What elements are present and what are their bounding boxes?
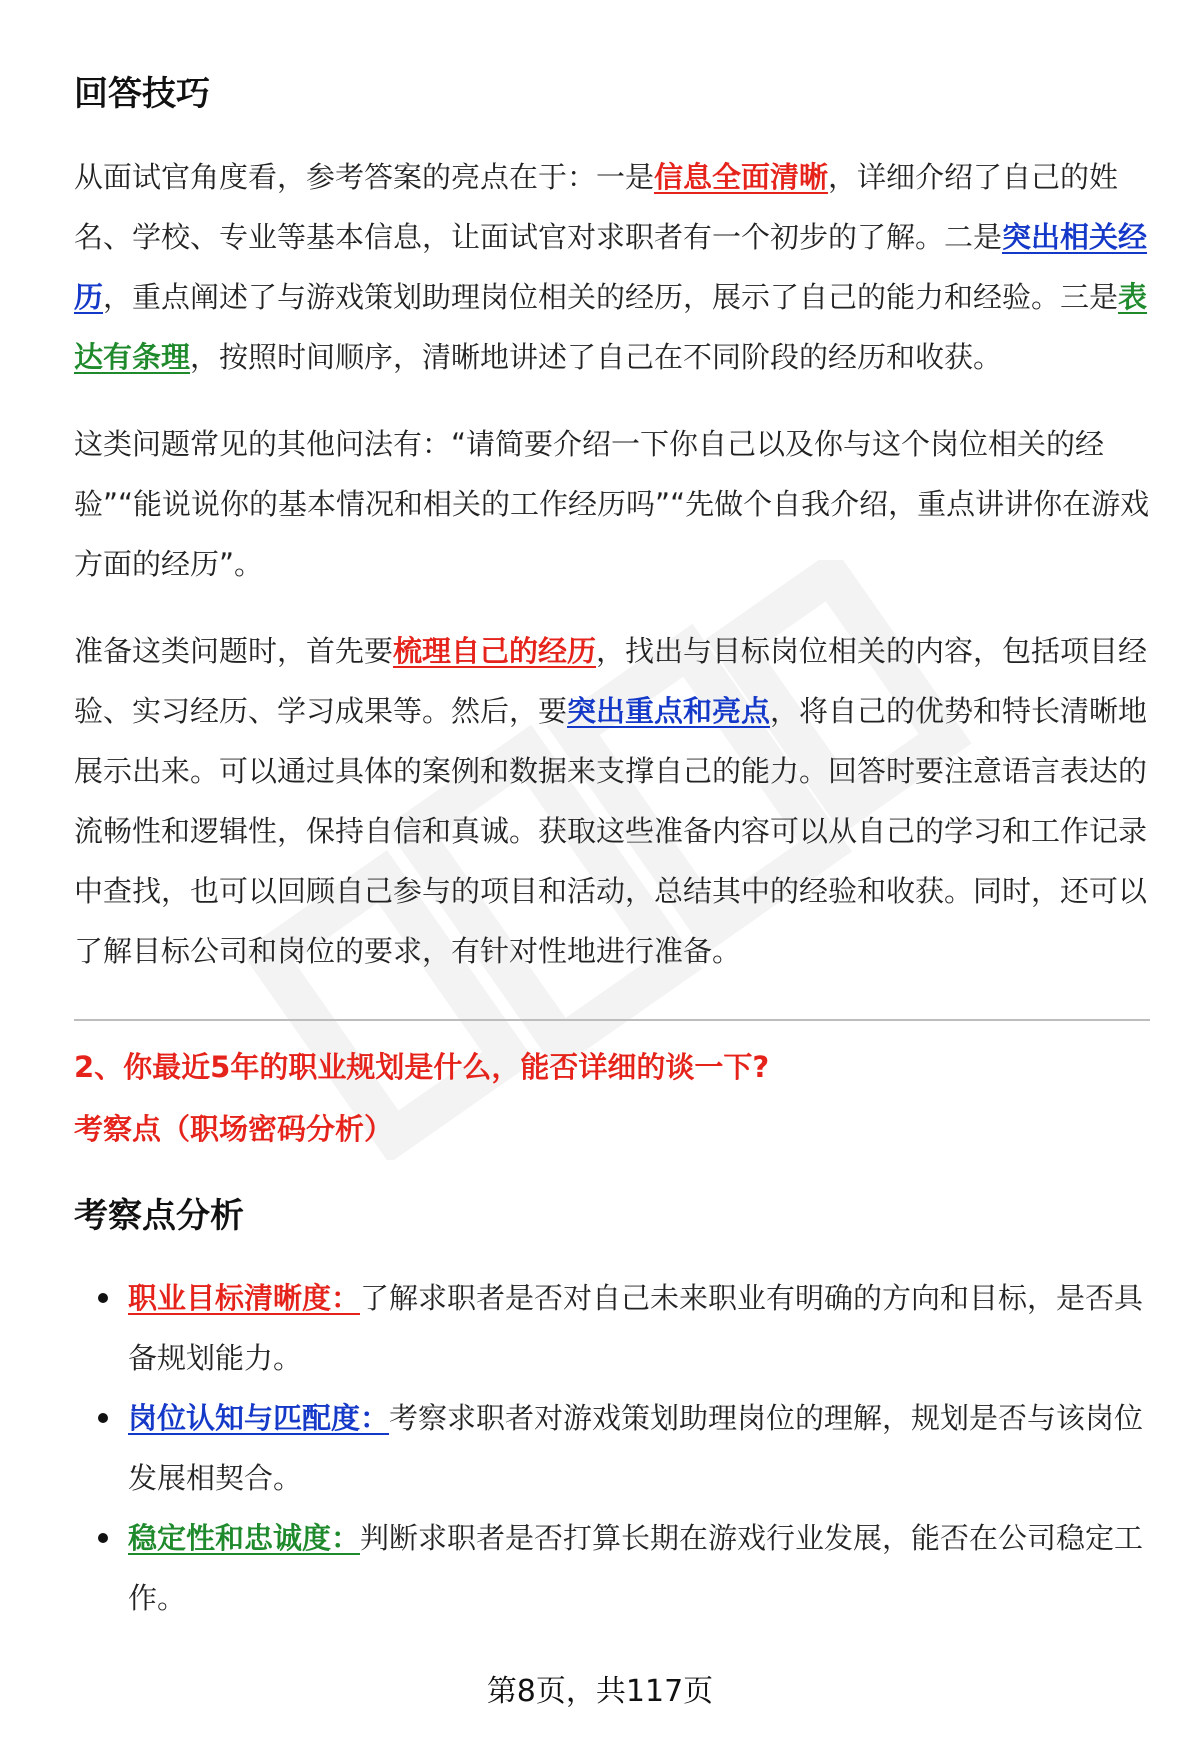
text-segment: ，找出与目标岗位相关的内容，包括项目经验、实习经历、学习成果等。然后，要 [74, 634, 1148, 728]
answer-tips-heading: 回答技巧 [74, 74, 210, 114]
analysis-point-list [74, 1268, 1150, 1628]
highlight-info-clear: 信息全面清晰 [654, 160, 829, 194]
answer-tips-paragraph-3 [74, 621, 1150, 981]
point-text: 考察求职者对游戏策划助理岗位的理解，规划是否与该岗位发展相契合。 [128, 1401, 1144, 1495]
text-segment: 从面试官角度看，参考答案的亮点在于：一是 [74, 160, 655, 194]
highlight-organized-expression: 表达有条理 [74, 280, 1148, 374]
text-segment: ，按照时间顺序，清晰地讲述了自己在不同阶段的经历和收获。 [190, 340, 1003, 374]
analysis-point [74, 1508, 1150, 1628]
point-label: 职业目标清晰度： [128, 1281, 361, 1315]
highlight-relevant-experience: 突出相关经历 [74, 220, 1148, 314]
bullet-icon [98, 1413, 108, 1423]
question-2-title: 2、你最近5年的职业规划是什么，能否详细的谈一下? [74, 1050, 770, 1084]
point-label: 岗位认知与匹配度： [128, 1401, 390, 1435]
highlight-sort-experience: 梳理自己的经历 [393, 634, 597, 668]
text-segment: ，重点阐述了与游戏策划助理岗位相关的经历，展示了自己的能力和经验。三是 [103, 280, 1119, 314]
point-text: 了解求职者是否对自己未来职业有明确的方向和目标，是否具备规划能力。 [128, 1281, 1144, 1375]
content-area [74, 62, 1150, 1628]
analysis-point [74, 1268, 1150, 1388]
bullet-icon [98, 1533, 108, 1543]
text-segment: ，详细介绍了自己的姓名、学校、专业等基本信息，让面试官对求职者有一个初步的了解。二是 [74, 160, 1119, 254]
analysis-point [74, 1388, 1150, 1508]
analysis-heading: 考察点分析 [74, 1196, 244, 1236]
question-2-subtitle: 考察点（职场密码分析） [74, 1112, 394, 1146]
page-number: 第8页，共117页 [486, 1674, 714, 1709]
point-text: 判断求职者是否打算长期在游戏行业发展，能否在公司稳定工作。 [128, 1521, 1144, 1615]
text-segment: ，将自己的优势和特长清晰地展示出来。可以通过具体的案例和数据来支撑自己的能力。回答时要注意语言表达的流畅性和逻辑性，保持自信和真诚。获取这些准备内容可以从自己的学习和工作记录中查找，也可以回顾自己参与的项目和活动，总结其中的经验和收获。同时，还可以了解目标公司和岗位的要求，有针对性地进行准备。 [74, 694, 1148, 968]
bullet-icon [98, 1293, 108, 1303]
highlight-key-points: 突出重点和亮点 [567, 694, 771, 728]
point-label: 稳定性和忠诚度： [128, 1521, 361, 1555]
text-segment: 准备这类问题时，首先要 [74, 634, 394, 668]
answer-tips-paragraph-2: 这类问题常见的其他问法有：“请简要介绍一下你自己以及你与这个岗位相关的经验”“能说说你的基本情况和相关的工作经历吗”“先做个自我介绍，重点讲讲你在游戏方面的经历”。 [74, 427, 1150, 581]
answer-tips-paragraph-1 [74, 147, 1150, 387]
